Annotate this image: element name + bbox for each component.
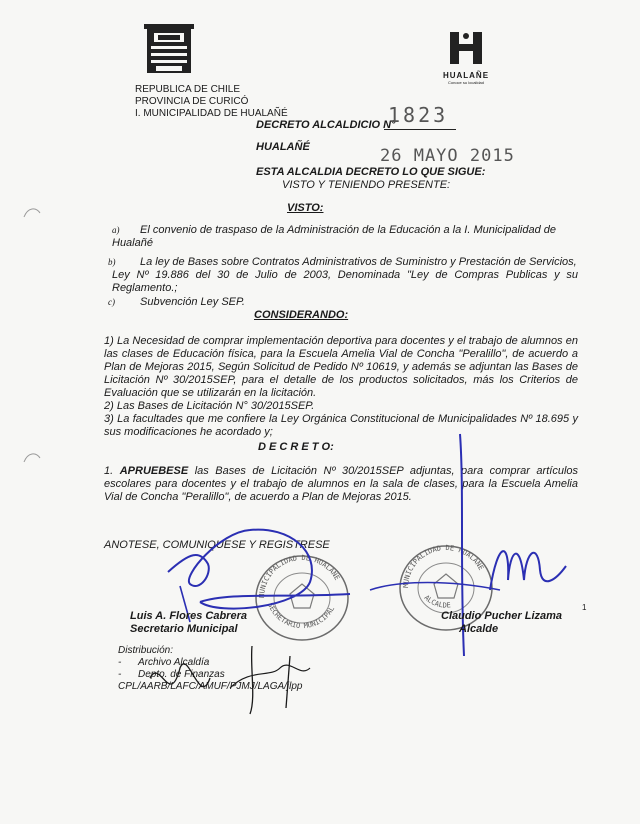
visto-item-b-text: La ley de Bases sobre Contratos Administrativos de Suministro y Prestación de Servicios, bbox=[140, 256, 577, 268]
decreto-item-prefix: 1. bbox=[104, 465, 114, 477]
header-block bbox=[135, 84, 288, 120]
decree-date-stamp: 26 MAYO 2015 bbox=[380, 146, 515, 166]
logo-name: HUALAÑE bbox=[442, 71, 490, 80]
decreto-heading: D E C R E T O: bbox=[258, 441, 334, 453]
header-province: PROVINCIA DE CURICÓ bbox=[135, 96, 249, 107]
visto-item-a bbox=[112, 224, 578, 237]
seal-secretary-top-text: MUNICIPALIDAD DE HUALAÑE bbox=[257, 553, 342, 599]
visto-item-b bbox=[108, 256, 578, 269]
decree-number-stamp: 1823 bbox=[388, 103, 449, 127]
decree-label: DECRETO ALCALDICIO N° bbox=[256, 119, 396, 131]
visto-item-c-text: Subvención Ley SEP. bbox=[140, 296, 245, 308]
distribution-item: - Depto. de Finanzas bbox=[118, 669, 225, 680]
anotese-line: ANOTESE, COMUNIQUESE Y REGISTRESE bbox=[104, 539, 330, 551]
distribution-item-text: Depto. de Finanzas bbox=[138, 669, 225, 680]
decree-number-underline bbox=[384, 129, 456, 130]
distribution-item-text: Archivo Alcaldía bbox=[138, 657, 210, 668]
distribution-label: Distribución: bbox=[118, 645, 174, 656]
header-municipality: I. MUNICIPALIDAD DE HUALAÑÉ bbox=[135, 108, 288, 119]
secretary-block bbox=[130, 610, 247, 636]
punch-mark-bottom bbox=[22, 450, 42, 464]
decree-intro-line1: ESTA ALCALDIA DECRETO LO QUE SIGUE: bbox=[256, 166, 486, 178]
header-country: REPUBLICA DE CHILE bbox=[135, 84, 241, 95]
visto-item-b-rest: Ley Nº 19.886 del 30 de Julio de 2003, Denominada "Ley de Compras Publicas y su Reglamento.; bbox=[112, 269, 578, 294]
decreto-item-text: las Bases de Licitación Nº 30/2015SEP adjuntas, para comprar artículos escolares para docentes y el trabajo de alumnos en la sala de clases, para la Escuela Amelia Vial de Concha "Peralillo", de acuerdo a Plan de Mejoras 2015. bbox=[104, 465, 579, 503]
mayor-name: Claudio Pucher Lizama bbox=[441, 610, 563, 622]
visto-heading: VISTO: bbox=[287, 202, 324, 214]
visto-item-a-rest: Hualañé bbox=[112, 237, 153, 249]
seal-mayor-top-text: MUNICIPALIDAD DE HUALAÑE bbox=[401, 543, 486, 589]
secretary-title: Secretario Municipal bbox=[130, 623, 238, 635]
initial-scribbles bbox=[140, 638, 330, 718]
mayor-title: Alcalde bbox=[459, 623, 499, 635]
considerando-body bbox=[104, 335, 578, 439]
hualane-logo bbox=[438, 30, 494, 90]
coat-of-arms-logo bbox=[144, 24, 194, 76]
visto-item-a-marker: a) bbox=[112, 225, 120, 235]
punch-mark-top bbox=[22, 205, 42, 219]
margin-mark: 1 bbox=[582, 603, 587, 612]
logo-tagline: Conoce su localidad bbox=[447, 80, 485, 85]
visto-item-b-marker: b) bbox=[108, 257, 116, 267]
considerando-heading: CONSIDERANDO: bbox=[254, 309, 349, 321]
mayor-block bbox=[441, 610, 562, 636]
decreto-item-verb: APRUEBESE bbox=[119, 465, 189, 477]
considerando-p2: 2) Las Bases de Licitación N° 30/2015SEP. bbox=[104, 400, 315, 412]
secretary-name: Luis A. Flores Cabrera bbox=[130, 610, 247, 622]
distribution-item: - Archivo Alcaldía bbox=[118, 657, 210, 668]
decree-city: HUALAÑÉ bbox=[256, 141, 310, 153]
visto-item-a-text: El convenio de traspaso de la Administración de la Educación a la I. Municipalidad de bbox=[140, 224, 557, 236]
visto-item-c bbox=[108, 296, 578, 309]
hualane-h-icon bbox=[446, 30, 486, 66]
distribution-initials: CPL/AARB/LAFC/AMUF/PJMJ/LAGA/jlpp bbox=[118, 681, 303, 692]
visto-item-c-marker: c) bbox=[108, 297, 115, 307]
visto-list bbox=[108, 224, 578, 309]
seal-mayor-bottom-text: ALCALDE bbox=[422, 593, 452, 610]
considerando-p3: 3) La facultades que me confiere la Ley Orgánica Constitucional de Municipalidades Nº 18.695 y sus modificaciones he acordado y; bbox=[104, 413, 578, 438]
seal-secretary-bottom-text: SECRETARIO MUNICIPAL bbox=[266, 601, 337, 631]
considerando-p1: 1) La Necesidad de comprar implementación deportiva para docentes y el trabajo de alumnos en las clases de Educación física, para la Escuela Amelia Vial de Concha "Peralillo", de acuerdo a Plan de Mejoras 2015, Según Solicitud de Pedido Nº 10619, y además se adjuntan las Bases de Licitación Nº 30/2015SEP, para el detalle de los productos solicitados, más los Criterios de Evaluación que se utilizarán en la licitación. bbox=[104, 335, 578, 399]
decree-intro-line2: VISTO Y TENIENDO PRESENTE: bbox=[282, 179, 451, 191]
